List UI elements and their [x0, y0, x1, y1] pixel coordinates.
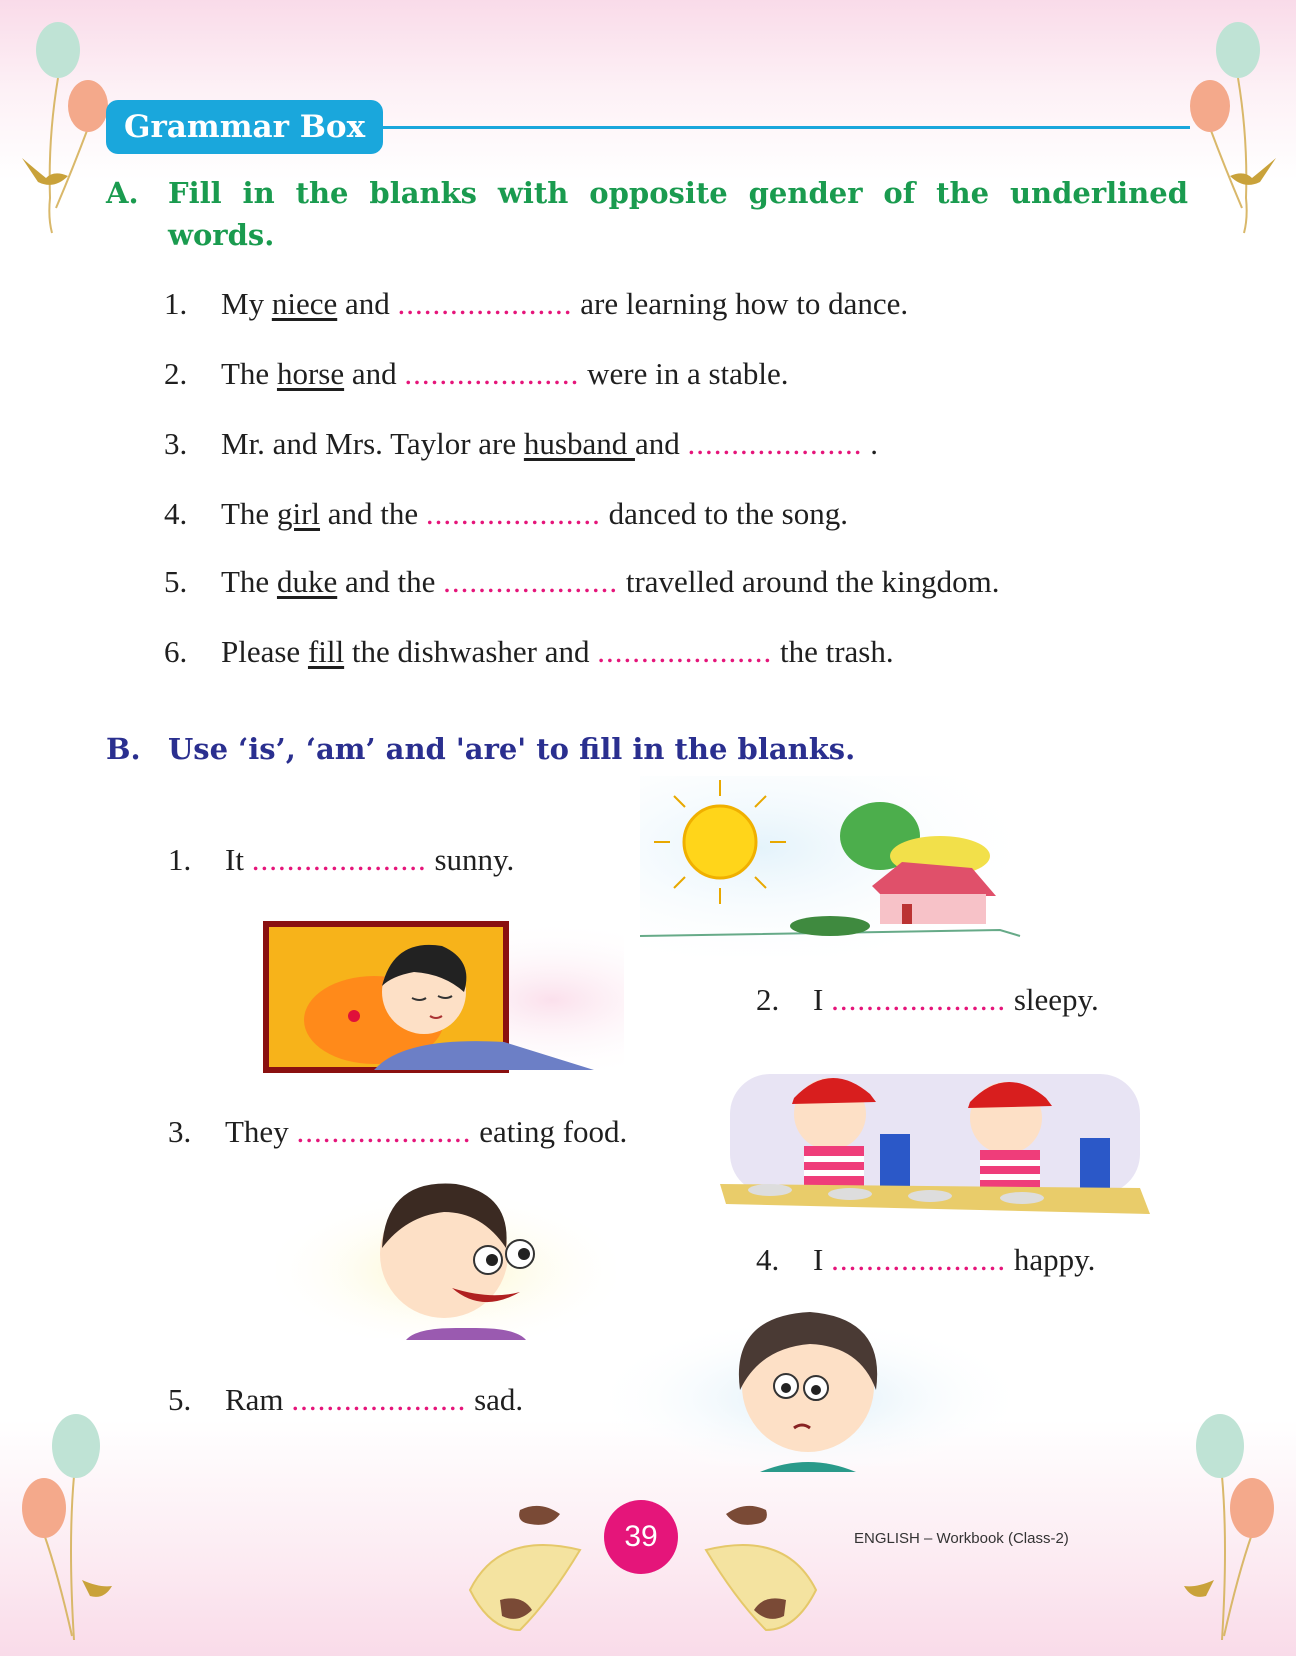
question-text: happy. [1006, 1242, 1096, 1277]
balloons-bottom-left-illustration [14, 1404, 124, 1644]
question-text: sunny. [426, 842, 515, 877]
question-text: and the [320, 496, 426, 531]
question-text: the trash. [772, 634, 894, 669]
page-number: 39 [604, 1500, 678, 1574]
question-text: and [634, 426, 688, 461]
question-b-5 [168, 1380, 523, 1420]
section-b-instruction: Use ‘is’, ‘am’ and 'are' to fill in the blanks. [168, 732, 856, 766]
ribbon-bird-right-illustration [696, 1490, 826, 1640]
section-a-instruction-line2: words. [168, 218, 275, 252]
question-text: The [221, 356, 277, 391]
question-a-2 [164, 354, 789, 394]
question-text: sleepy. [1006, 982, 1099, 1017]
question-a-5 [164, 562, 999, 602]
grammar-box-title: Grammar Box [106, 100, 383, 154]
underlined-word: husband [523, 426, 635, 461]
book-title: ENGLISH – Workbook (Class-2) [854, 1530, 1069, 1547]
question-text: and the [337, 564, 444, 599]
question-number: 4. [164, 496, 188, 531]
sad-boy-illustration [610, 1306, 1010, 1474]
section-b-heading [106, 728, 855, 770]
question-number: 5. [164, 564, 188, 599]
sunny-day-illustration [640, 776, 1040, 956]
question-text: Mr. and Mrs. Taylor are [221, 426, 524, 461]
question-text: I [813, 982, 832, 1017]
underlined-word: girl [276, 496, 321, 531]
question-number: 1. [164, 286, 188, 321]
boys-eating-illustration [720, 1054, 1150, 1224]
question-text: The [221, 496, 277, 531]
answer-blank[interactable]: .................... [443, 564, 619, 599]
answer-blank[interactable]: .................... [291, 1382, 467, 1417]
underlined-word: duke [276, 564, 338, 599]
question-a-6 [164, 632, 894, 672]
question-b-2 [756, 980, 1099, 1020]
answer-blank[interactable]: .................... [831, 1242, 1007, 1277]
header-divider-line [372, 126, 1190, 129]
question-text: The [221, 564, 277, 599]
question-a-3 [164, 424, 878, 464]
question-text: I [813, 1242, 832, 1277]
happy-boy-illustration [276, 1168, 616, 1340]
question-number: 3. [164, 426, 188, 461]
section-a-label: A. [106, 176, 139, 210]
question-number: 4. [756, 1242, 780, 1277]
answer-blank[interactable]: .................... [251, 842, 427, 877]
balloons-top-right-illustration [1180, 18, 1280, 238]
section-a-instruction-line1: Fill in the blanks with opposite gender of the underlined [168, 176, 1188, 210]
question-b-3 [168, 1112, 627, 1152]
question-text: are learning how to dance. [572, 286, 909, 321]
sleepy-boy-illustration [264, 920, 624, 1080]
question-a-4 [164, 494, 848, 534]
question-number: 5. [168, 1382, 192, 1417]
question-text: danced to the song. [600, 496, 848, 531]
question-number: 3. [168, 1114, 192, 1149]
answer-blank[interactable]: .................... [404, 356, 580, 391]
question-text: the dishwasher and [344, 634, 598, 669]
question-text: Please [221, 634, 308, 669]
answer-blank[interactable]: .................... [425, 496, 601, 531]
question-number: 2. [164, 356, 188, 391]
answer-blank[interactable]: .................... [597, 634, 773, 669]
balloons-bottom-right-illustration [1172, 1404, 1282, 1644]
ribbon-bird-left-illustration [460, 1490, 590, 1640]
question-number: 6. [164, 634, 188, 669]
question-text: and [337, 286, 398, 321]
section-a-heading [106, 172, 1188, 214]
underlined-word: fill [307, 634, 345, 669]
underlined-word: horse [276, 356, 345, 391]
answer-blank[interactable]: .................... [687, 426, 863, 461]
question-b-4 [756, 1240, 1095, 1280]
question-text: sad. [466, 1382, 524, 1417]
answer-blank[interactable]: .................... [296, 1114, 472, 1149]
question-text: and [344, 356, 405, 391]
question-text: Ram [225, 1382, 292, 1417]
question-text: travelled around the kingdom. [618, 564, 1000, 599]
question-text: eating food. [471, 1114, 628, 1149]
question-b-1 [168, 840, 514, 880]
question-text: They [225, 1114, 297, 1149]
answer-blank[interactable]: .................... [831, 982, 1007, 1017]
question-text: . [862, 426, 878, 461]
underlined-word: niece [271, 286, 338, 321]
balloons-top-left-illustration [18, 18, 118, 238]
answer-blank[interactable]: .................... [397, 286, 573, 321]
question-text: My [221, 286, 272, 321]
question-number: 1. [168, 842, 192, 877]
question-text: It [225, 842, 252, 877]
section-b-label: B. [106, 732, 141, 766]
question-a-1 [164, 284, 908, 324]
question-number: 2. [756, 982, 780, 1017]
question-text: were in a stable. [579, 356, 789, 391]
